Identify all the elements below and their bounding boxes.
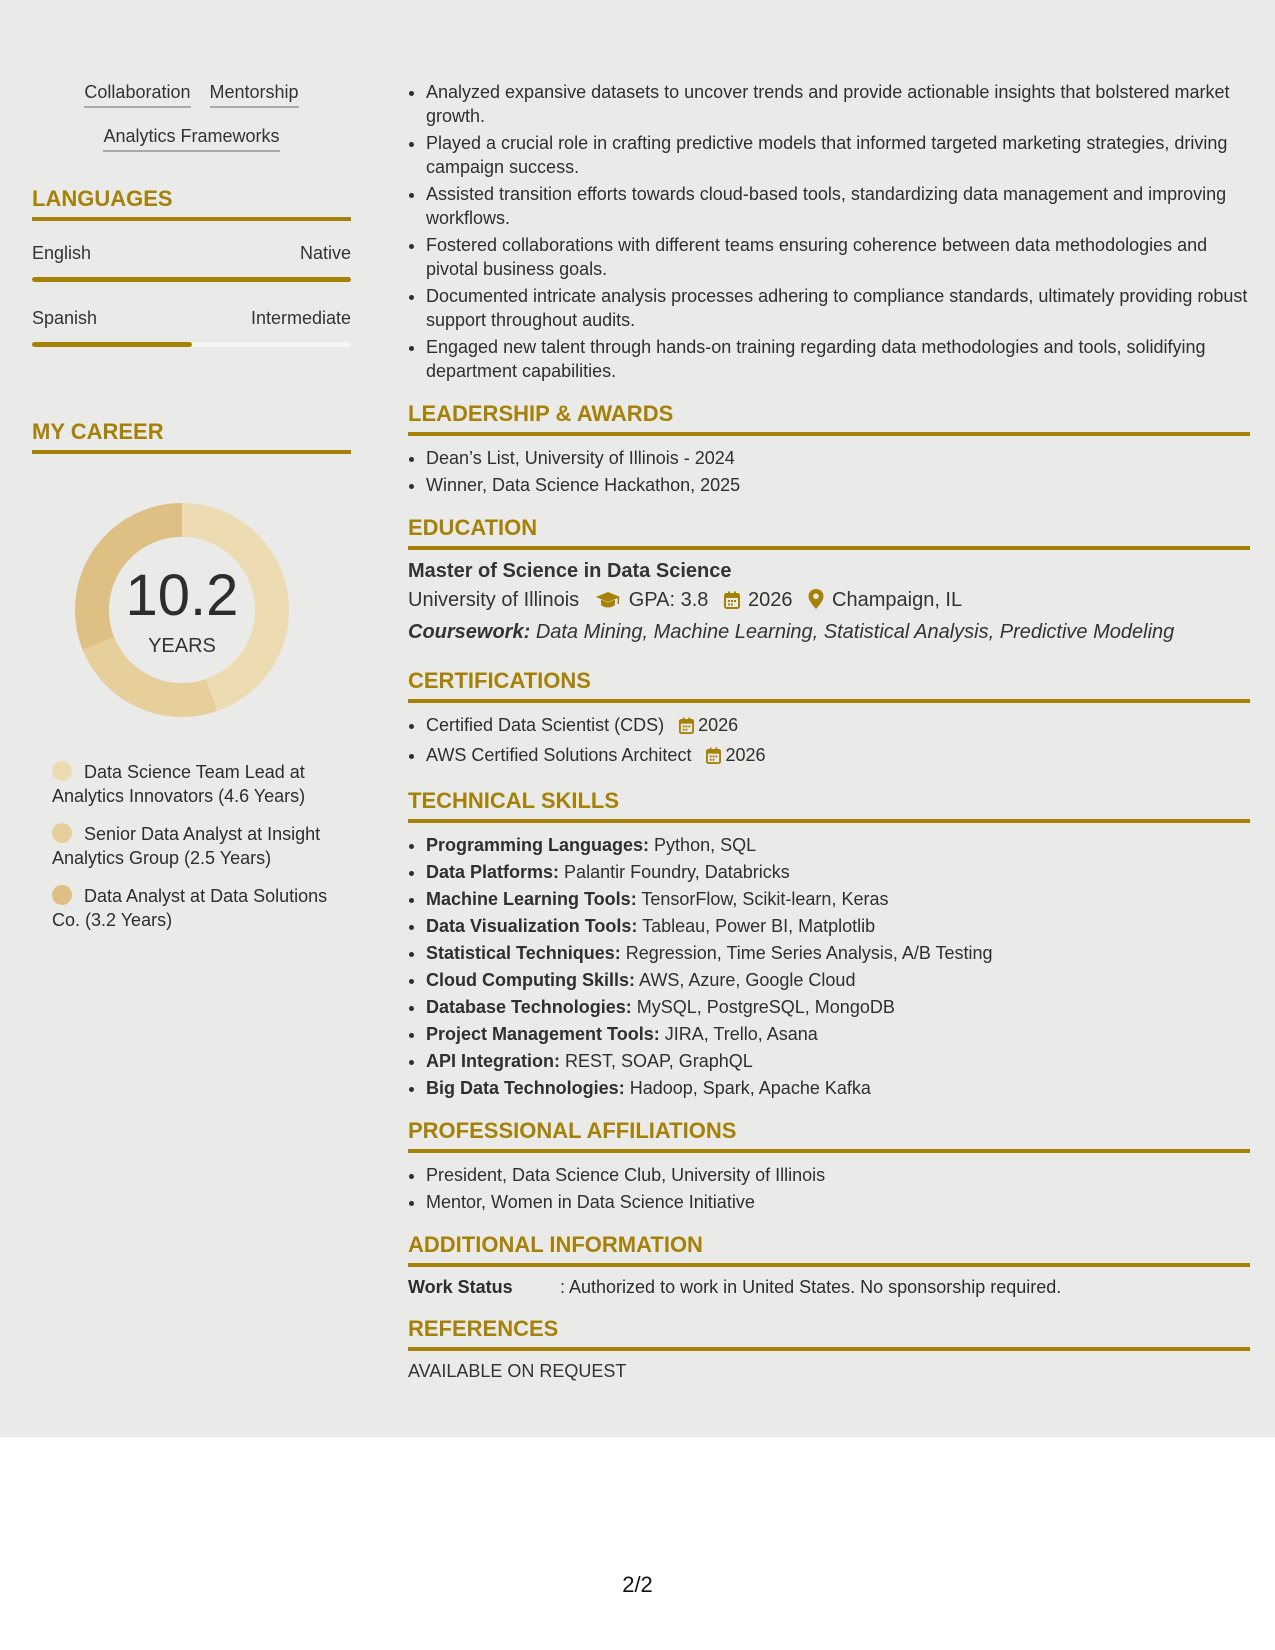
graduation-cap-icon — [595, 591, 621, 615]
skill-value: Hadoop, Spark, Apache Kafka — [629, 1078, 871, 1098]
language-level: Native — [299, 243, 351, 263]
coursework — [408, 621, 1250, 644]
legend-item — [52, 884, 332, 932]
section-title: PROFESSIONAL AFFILIATIONS — [408, 1118, 1250, 1153]
skill-value: JIRA, Trello, Asana — [664, 1024, 818, 1044]
skill-value: MySQL, PostgreSQL, MongoDB — [636, 997, 895, 1017]
section-title: EDUCATION — [408, 515, 1250, 550]
list-item — [426, 713, 1250, 740]
career-title: MY CAREER — [32, 419, 351, 454]
affiliations-section — [408, 1118, 1250, 1214]
list-item: • Mentor, Women in Data Science Initiative — [426, 1190, 1250, 1214]
graduation-year: 2026 — [747, 589, 793, 611]
language-bar — [32, 342, 351, 347]
degree: Master of Science in Data Science — [408, 560, 732, 582]
page-number: 2/2 — [622, 1572, 653, 1597]
right-column — [408, 80, 1250, 1382]
calendar-icon — [706, 746, 721, 770]
list-item: • Fostered collaborations with different teams ensuring coherence between data methodologies and pivotal business goals. — [426, 233, 1250, 281]
list-item — [426, 995, 1250, 1019]
list-item — [426, 1022, 1250, 1046]
skills-section — [408, 788, 1250, 1100]
skill-value: AWS, Azure, Google Cloud — [639, 970, 856, 990]
skill-key: Data Visualization Tools: — [426, 916, 638, 936]
cert-name: Certified Data Scientist (CDS) — [426, 715, 665, 735]
gpa: GPA: 3.8 — [628, 589, 709, 611]
language-level: Intermediate — [250, 308, 351, 328]
skill-value: Palantir Foundry, Databricks — [564, 862, 790, 882]
cert-year: 2026 — [698, 715, 739, 735]
section-title: CERTIFICATIONS — [408, 668, 1250, 703]
calendar-icon — [679, 716, 694, 740]
additional-info-section — [408, 1232, 1250, 1298]
skill-value: REST, SOAP, GraphQL — [565, 1051, 753, 1071]
skill-key: Database Technologies: — [426, 997, 632, 1017]
work-status-value: : Authorized to work in United States. No sponsorship required. — [560, 1277, 1062, 1297]
list-item — [426, 833, 1250, 857]
skill-key: Big Data Technologies: — [426, 1078, 625, 1098]
list-item: • President, Data Science Club, University of Illinois — [426, 1163, 1250, 1187]
career-donut — [62, 490, 302, 730]
legend-dot — [52, 823, 72, 843]
skill-key: Statistical Techniques: — [426, 943, 621, 963]
section-title: REFERENCES — [408, 1316, 1250, 1351]
list-item — [426, 1076, 1250, 1100]
school: University of Illinois — [408, 589, 580, 611]
coursework-list: Data Mining, Machine Learning, Statistical Analysis, Predictive Modeling — [535, 621, 1175, 643]
legend-dot — [52, 761, 72, 781]
skill-key: API Integration: — [426, 1051, 560, 1071]
left-column — [32, 82, 351, 946]
tag: Collaboration — [84, 82, 190, 108]
skill-value: Tableau, Power BI, Matplotlib — [642, 916, 876, 936]
section-title: ADDITIONAL INFORMATION — [408, 1232, 1250, 1267]
list-item: • Analyzed expansive datasets to uncover trends and provide actionable insights that bolstered market growth. — [426, 80, 1250, 128]
legend-label: Data Analyst at Data Solutions Co. (3.2 Years) — [52, 886, 328, 930]
references-text: AVAILABLE ON REQUEST — [408, 1361, 627, 1381]
cert-year: 2026 — [725, 745, 766, 765]
calendar-icon — [724, 591, 740, 615]
education-meta — [408, 589, 1250, 615]
section-title: LEADERSHIP & AWARDS — [408, 401, 1250, 436]
list-item — [426, 1049, 1250, 1073]
list-item — [426, 743, 1250, 770]
tag: Mentorship — [210, 82, 299, 108]
skill-key: Programming Languages: — [426, 835, 650, 855]
skill-value: Python, SQL — [654, 835, 757, 855]
skill-tags — [32, 82, 351, 152]
list-item: • Documented intricate analysis processes adhering to compliance standards, ultimately providing robust support throughout audits. — [426, 284, 1250, 332]
legend-item — [52, 822, 332, 870]
education-section — [408, 515, 1250, 644]
tag: Analytics Frameworks — [103, 126, 279, 152]
career-legend — [52, 760, 332, 932]
references-section — [408, 1316, 1250, 1382]
skill-key: Cloud Computing Skills: — [426, 970, 635, 990]
language-bar-fill — [32, 277, 351, 282]
list-item — [426, 860, 1250, 884]
list-item: • Played a crucial role in crafting predictive models that informed targeted marketing strategies, driving campaign success. — [426, 131, 1250, 179]
coursework-label: Coursework: — [408, 621, 531, 643]
list-item: • Dean’s List, University of Illinois - 2024 — [426, 446, 1250, 470]
skill-key: Data Platforms: — [426, 862, 560, 882]
languages-title: LANGUAGES — [32, 186, 351, 221]
list-item — [426, 968, 1250, 992]
skill-value: TensorFlow, Scikit-learn, Keras — [641, 889, 889, 909]
list-item — [426, 887, 1250, 911]
legend-item — [52, 760, 332, 808]
list-item: • Winner, Data Science Hackathon, 2025 — [426, 473, 1250, 497]
section-title: TECHNICAL SKILLS — [408, 788, 1250, 823]
location: Champaign, IL — [832, 589, 963, 611]
language-name: English — [32, 243, 92, 263]
list-item — [426, 941, 1250, 965]
language-spanish — [32, 308, 351, 347]
skill-key: Machine Learning Tools: — [426, 889, 637, 909]
legend-label: Data Science Team Lead at Analytics Innovators (4.6 Years) — [52, 762, 306, 806]
language-bar-fill — [32, 342, 192, 347]
work-status-label: Work Status — [408, 1277, 513, 1297]
language-english — [32, 243, 351, 282]
career-unit: YEARS — [148, 635, 216, 657]
location-pin-icon — [808, 589, 824, 615]
list-item: • Assisted transition efforts towards cloud-based tools, standardizing data management and improving workflows. — [426, 182, 1250, 230]
legend-label: Senior Data Analyst at Insight Analytics Group (2.5 Years) — [52, 824, 321, 868]
list-item: • Engaged new talent through hands-on training regarding data methodologies and tools, solidifying department capabilities. — [426, 335, 1250, 383]
language-name: Spanish — [32, 308, 98, 328]
skill-key: Project Management Tools: — [426, 1024, 660, 1044]
language-bar — [32, 277, 351, 282]
list-item — [426, 914, 1250, 938]
work-status — [408, 1277, 1250, 1298]
experience-bullets — [408, 80, 1250, 383]
certifications-section — [408, 668, 1250, 770]
legend-dot — [52, 885, 72, 905]
career-total-years: 10.2 — [125, 563, 239, 628]
skill-value: Regression, Time Series Analysis, A/B Testing — [625, 943, 993, 963]
cert-name: AWS Certified Solutions Architect — [426, 745, 692, 765]
leadership-section — [408, 401, 1250, 497]
